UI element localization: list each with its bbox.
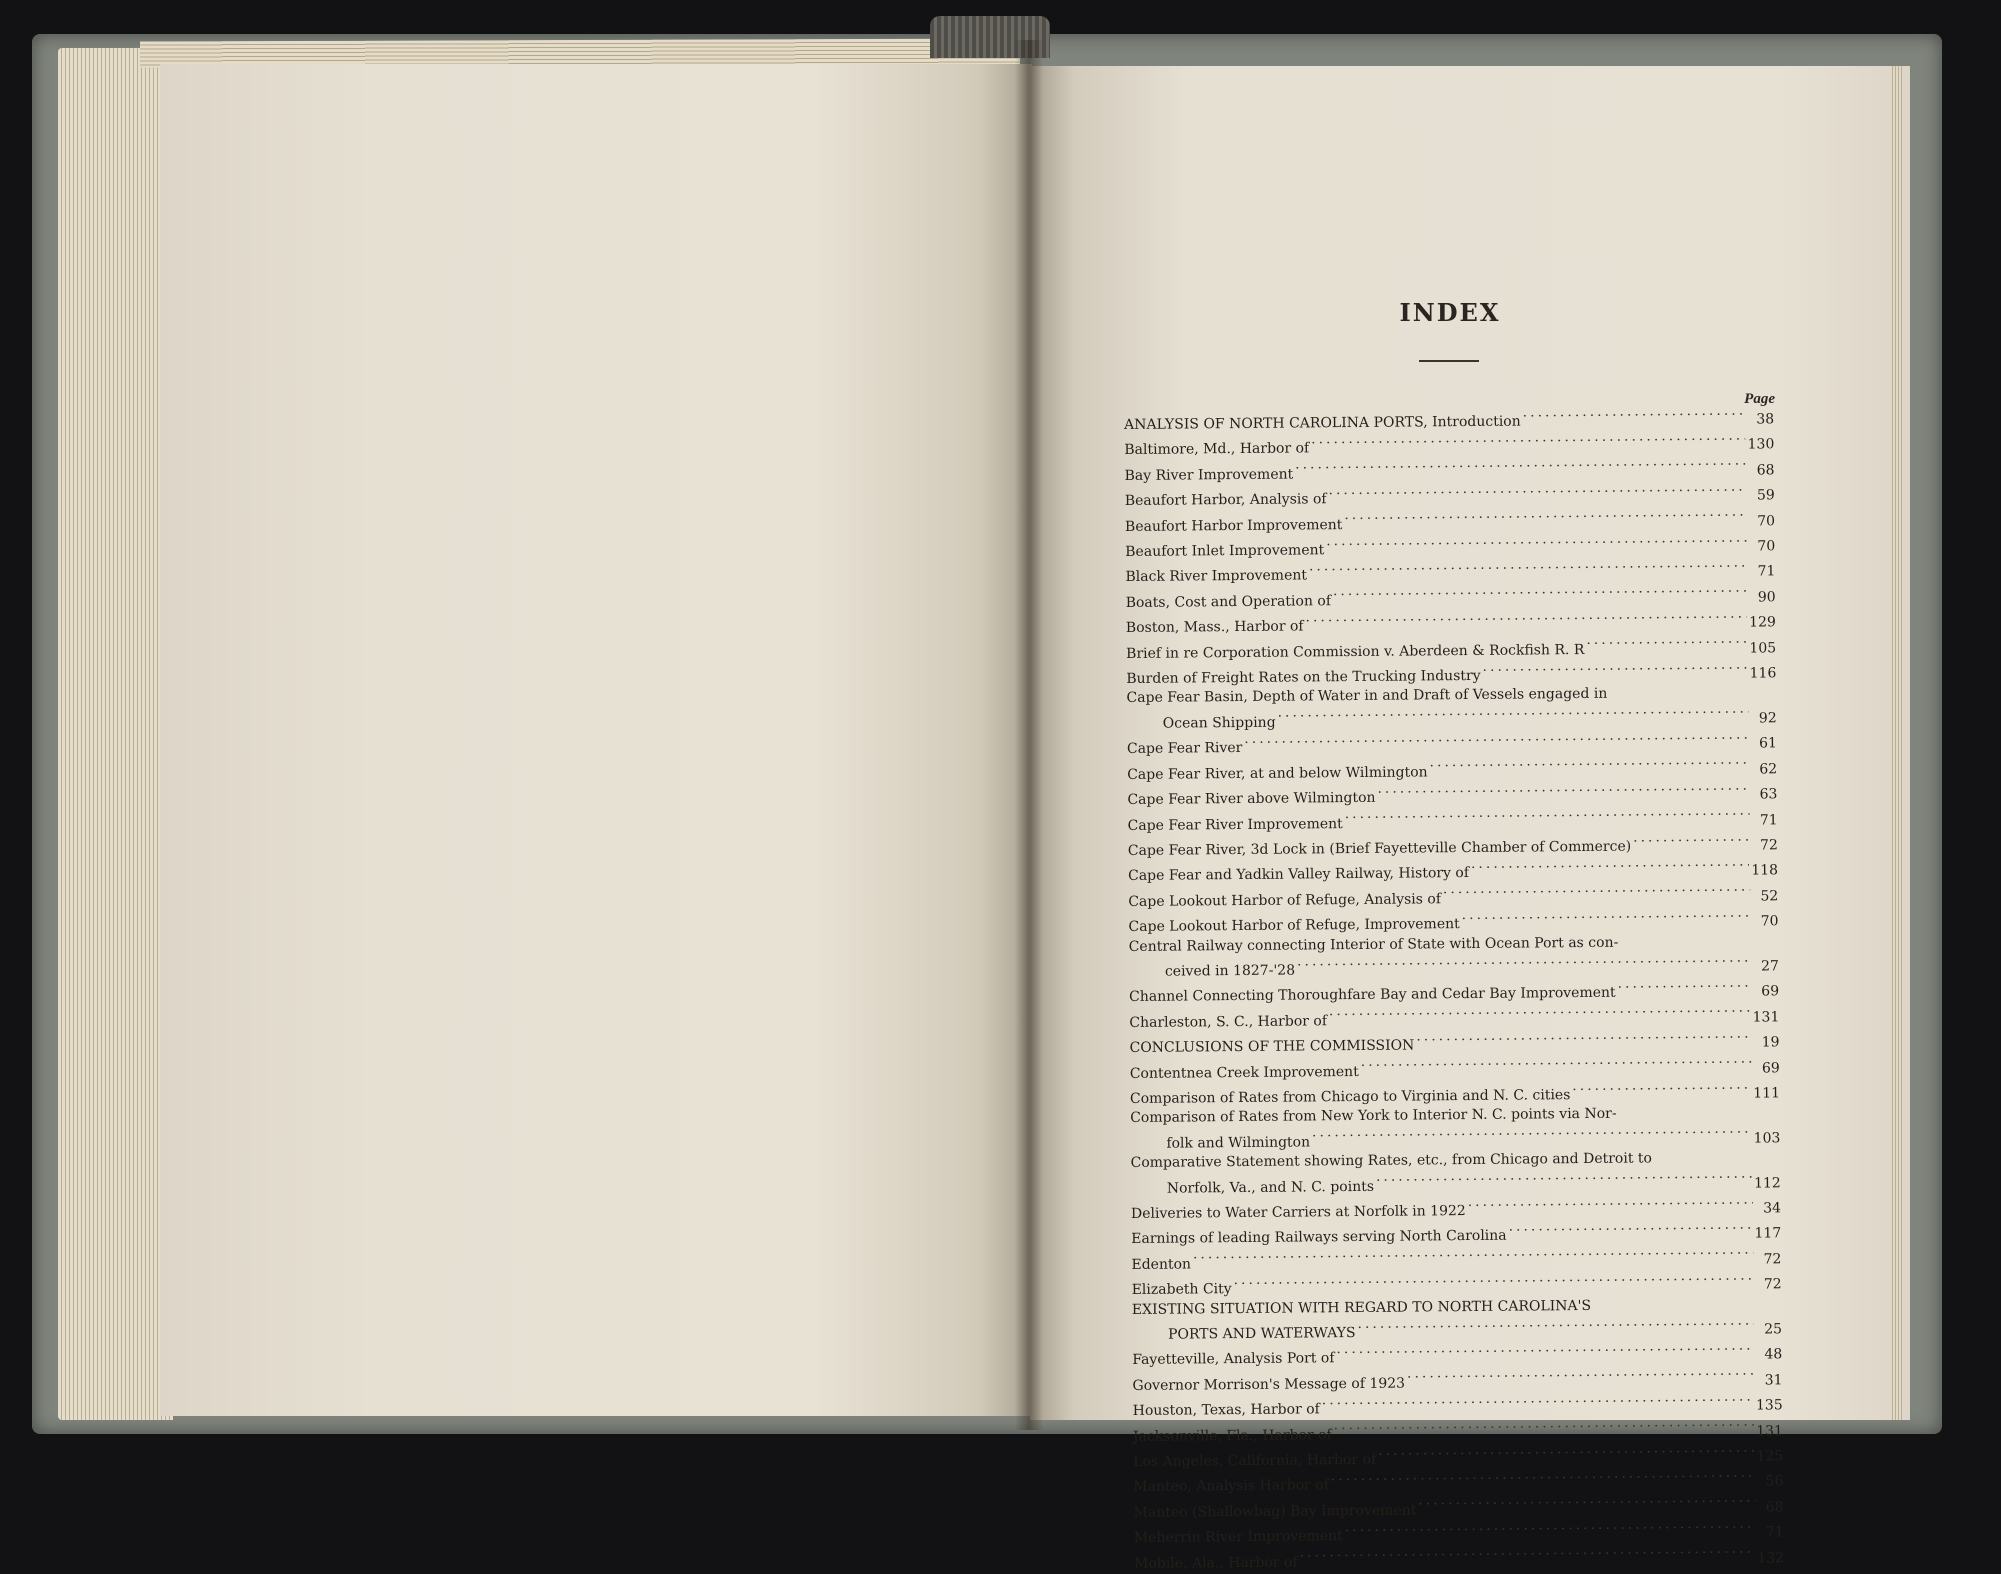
index-entry-page-number: 92 bbox=[1758, 710, 1777, 727]
index-entry-page-number: 59 bbox=[1756, 487, 1775, 504]
index-entry-page-number: 90 bbox=[1757, 589, 1776, 606]
index-entry-label: Boats, Cost and Operation of bbox=[1125, 593, 1332, 611]
index-entry-page-number: 72 bbox=[1763, 1251, 1782, 1268]
index-entry-page-number: 19 bbox=[1761, 1034, 1780, 1051]
dot-leader bbox=[1586, 633, 1747, 653]
index-entry-label: Cape Fear River, 3d Lock in (Brief Fayetteville Chamber of Commerce) bbox=[1127, 838, 1632, 859]
index-entry-page-number: 118 bbox=[1751, 862, 1779, 879]
index-entry-page-number: 31 bbox=[1764, 1372, 1783, 1389]
index-entry-page-number: 71 bbox=[1765, 1524, 1784, 1541]
index-entry-page-number: 72 bbox=[1763, 1276, 1782, 1293]
dot-leader bbox=[1377, 780, 1749, 802]
dot-leader bbox=[1299, 1543, 1755, 1566]
index-entry-page-number: 70 bbox=[1757, 512, 1776, 530]
dot-leader bbox=[1326, 532, 1747, 555]
index-entry-label: Bay River Improvement bbox=[1124, 466, 1294, 484]
page-gutter bbox=[1015, 40, 1043, 1430]
dot-leader bbox=[1309, 557, 1748, 580]
index-entry-label: Jacksonville, Fla., Harbor of bbox=[1132, 1426, 1332, 1445]
index-entry-label: CONCLUSIONS OF THE COMMISSION bbox=[1129, 1037, 1415, 1057]
index-entry-label: Cape Fear River above Wilmington bbox=[1127, 789, 1376, 809]
index-entry-label: Cape Fear and Yadkin Valley Railway, History of bbox=[1127, 865, 1470, 885]
index-entry-label: Baltimore, Md., Harbor of bbox=[1124, 440, 1310, 459]
index-entry-page-number: 103 bbox=[1753, 1130, 1781, 1147]
dot-leader bbox=[1443, 881, 1750, 903]
index-entry-page-number: 68 bbox=[1765, 1499, 1784, 1516]
dot-leader bbox=[1277, 703, 1748, 726]
index-entry-label: Cape Lookout Harbor of Refuge, Improvement bbox=[1128, 916, 1460, 936]
index-entry-label-continued: ceived in 1827-'28 bbox=[1164, 962, 1296, 980]
page-column-label: Page bbox=[1744, 391, 1775, 407]
index-entry-label: Boston, Mass., Harbor of bbox=[1125, 618, 1304, 637]
index-entry-page-number: 56 bbox=[1765, 1473, 1784, 1490]
index-entry-page-number: 69 bbox=[1761, 1059, 1780, 1077]
dot-leader bbox=[1378, 1442, 1754, 1464]
dot-leader bbox=[1361, 1053, 1752, 1075]
index-entry-label: Channel Connecting Thoroughfare Bay and Cedar Bay Improvement bbox=[1129, 985, 1616, 1006]
dot-leader bbox=[1333, 582, 1748, 605]
dot-leader bbox=[1329, 1002, 1751, 1025]
index-entry-page-number: 112 bbox=[1753, 1174, 1781, 1192]
dot-leader bbox=[1508, 1219, 1752, 1240]
index-entry-label: Contentnea Creek Improvement bbox=[1129, 1063, 1359, 1082]
index-entry-page-number: 130 bbox=[1747, 436, 1775, 453]
dot-leader bbox=[1331, 1467, 1756, 1490]
index-entry-label: Cape Fear River bbox=[1126, 740, 1243, 758]
dot-leader bbox=[1471, 856, 1749, 877]
dot-leader bbox=[1295, 455, 1747, 478]
index-entry-label: Beaufort Harbor, Analysis of bbox=[1124, 491, 1327, 510]
index-entry-page-number: 38 bbox=[1756, 411, 1775, 428]
index-entry-label: Cape Lookout Harbor of Refuge, Analysis of bbox=[1128, 890, 1442, 910]
index-entry-page-number: 68 bbox=[1756, 462, 1775, 479]
index-entry-page-number: 129 bbox=[1749, 614, 1776, 631]
dot-leader bbox=[1572, 1079, 1751, 1100]
index-entry-page-number: 34 bbox=[1763, 1200, 1782, 1217]
dot-leader bbox=[1322, 1391, 1754, 1414]
dot-leader bbox=[1429, 754, 1749, 776]
dot-leader bbox=[1357, 1315, 1754, 1337]
index-entry-label: Governor Morrison's Message of 1923 bbox=[1132, 1375, 1406, 1394]
index-entry-label: Cape Fear River, at and below Wilmington bbox=[1127, 764, 1428, 783]
dot-leader bbox=[1418, 1492, 1755, 1514]
dot-leader bbox=[1617, 977, 1751, 997]
index-entry-page-number: 27 bbox=[1760, 958, 1779, 975]
dot-leader bbox=[1482, 659, 1747, 680]
index-entry-label: Central Railway connecting Interior of State with Ocean Port as con- bbox=[1128, 934, 1619, 955]
dot-leader bbox=[1633, 830, 1750, 850]
index-entry-page-number: 70 bbox=[1757, 538, 1776, 555]
index-entry-label: Edenton bbox=[1131, 1256, 1192, 1273]
index-entry-page-number: 70 bbox=[1760, 913, 1779, 930]
index-entry-label: Charleston, S. C., Harbor of bbox=[1129, 1013, 1328, 1031]
dot-leader bbox=[1305, 608, 1747, 631]
index-entry-page-number: 117 bbox=[1754, 1225, 1782, 1242]
dot-leader bbox=[1462, 907, 1751, 929]
index-entry-label: Beaufort Inlet Improvement bbox=[1125, 542, 1325, 561]
dot-leader bbox=[1311, 430, 1746, 453]
index-entry-label: Manteo (Shallowbag) Bay Improvement bbox=[1133, 1502, 1417, 1521]
index-entry-page-number: 48 bbox=[1764, 1346, 1783, 1363]
index-entry bbox=[1126, 684, 1776, 734]
title-rule bbox=[1419, 360, 1479, 362]
dot-leader bbox=[1376, 1168, 1752, 1190]
index-entry-label: Brief in re Corporation Commission v. Aberdeen & Rockfish R. R bbox=[1126, 641, 1585, 662]
index-entry-page-number: 62 bbox=[1759, 761, 1778, 778]
index-entry-label: Fayetteville, Analysis Port of bbox=[1132, 1350, 1335, 1369]
dot-leader bbox=[1344, 506, 1747, 529]
dot-leader bbox=[1407, 1365, 1755, 1387]
dot-leader bbox=[1334, 1416, 1755, 1439]
index-entry-label-continued: PORTS AND WATERWAYS bbox=[1168, 1325, 1356, 1343]
index-entry-label: Houston, Texas, Harbor of bbox=[1132, 1401, 1320, 1420]
index-entry-page-number: 52 bbox=[1760, 888, 1779, 905]
index-entry-label: Beaufort Harbor Improvement bbox=[1124, 516, 1343, 535]
index-entry-label-continued: Ocean Shipping bbox=[1162, 714, 1276, 732]
index-title: INDEX bbox=[1399, 298, 1501, 327]
index-entry-label-continued: folk and Wilmington bbox=[1166, 1134, 1311, 1152]
index-entry-list bbox=[1124, 404, 1784, 1574]
index-entry bbox=[1129, 932, 1779, 982]
dot-leader bbox=[1416, 1028, 1751, 1050]
index-entry-page-number: 61 bbox=[1759, 735, 1778, 752]
index-entry-page-number: 135 bbox=[1755, 1397, 1783, 1414]
index-entry-label: Deliveries to Water Carriers at Norfolk in 1922 bbox=[1130, 1203, 1466, 1222]
index-entry-label: ANALYSIS OF NORTH CAROLINA PORTS, Introduction bbox=[1124, 413, 1521, 433]
index-entry-label: Manteo, Analysis Harbor of bbox=[1133, 1477, 1329, 1496]
dot-leader bbox=[1312, 1123, 1752, 1146]
index-entry-label: Elizabeth City bbox=[1131, 1281, 1232, 1299]
index-entry-label: Meherrin River Improvement bbox=[1133, 1528, 1343, 1547]
page-edges-right bbox=[1890, 66, 1902, 1420]
index-entry bbox=[1130, 1148, 1780, 1198]
index-entry-page-number: 116 bbox=[1749, 665, 1777, 682]
left-page-blank bbox=[160, 64, 1032, 1416]
index-entry-label: Burden of Freight Rates on the Trucking Industry bbox=[1126, 667, 1481, 688]
index-entry-page-number: 131 bbox=[1756, 1422, 1784, 1440]
dot-leader bbox=[1523, 405, 1747, 426]
index-entry-label: Earnings of leading Railways serving North Carolina bbox=[1131, 1228, 1507, 1248]
index-entry-page-number: 69 bbox=[1761, 983, 1780, 1000]
index-entry-page-number: 71 bbox=[1757, 563, 1776, 580]
index-entry-page-number: 72 bbox=[1759, 837, 1778, 854]
dot-leader bbox=[1297, 951, 1751, 974]
dot-leader bbox=[1193, 1244, 1754, 1268]
index-entry-label: Cape Fear River Improvement bbox=[1127, 815, 1343, 834]
dot-leader bbox=[1345, 1518, 1756, 1541]
index-entry-page-number: 63 bbox=[1759, 786, 1778, 803]
index-entry-page-number: 111 bbox=[1753, 1085, 1781, 1102]
dot-leader bbox=[1244, 729, 1749, 752]
index-entry-label-continued: Norfolk, Va., and N. C. points bbox=[1166, 1178, 1375, 1197]
index-entry-label: EXISTING SITUATION WITH REGARD TO NORTH CAROLINA'S bbox=[1131, 1297, 1592, 1318]
dot-leader bbox=[1328, 481, 1746, 504]
dot-leader bbox=[1345, 805, 1750, 828]
index-entry-page-number: 105 bbox=[1749, 639, 1777, 657]
index-entry bbox=[1132, 1295, 1782, 1345]
page-edges-left bbox=[58, 48, 173, 1420]
index-entry-page-number: 125 bbox=[1756, 1448, 1784, 1465]
index-entry-label: Mobile, Ala., Harbor of bbox=[1133, 1554, 1298, 1572]
index-entry-page-number: 25 bbox=[1764, 1321, 1783, 1338]
index-entry bbox=[1130, 1104, 1780, 1154]
index-entry-label: Comparison of Rates from Chicago to Virginia and N. C. cities bbox=[1129, 1087, 1571, 1107]
index-entry-label: Comparison of Rates from New York to Interior N. C. points via Nor- bbox=[1130, 1106, 1617, 1127]
index-entry-label: Black River Improvement bbox=[1125, 567, 1308, 586]
index-entry-page-number: 71 bbox=[1759, 811, 1778, 828]
index-entry-label: Cape Fear Basin, Depth of Water in and Draft of Vessels engaged in bbox=[1126, 686, 1608, 707]
index-entry-label: Los Angeles, California, Harbor of bbox=[1133, 1451, 1377, 1471]
dot-leader bbox=[1234, 1270, 1754, 1294]
index-entry-page-number: 131 bbox=[1752, 1009, 1780, 1026]
dot-leader bbox=[1468, 1194, 1753, 1215]
index-entry-label: Comparative Statement showing Rates, etc., from Chicago and Detroit to bbox=[1130, 1150, 1652, 1172]
dot-leader bbox=[1336, 1340, 1754, 1363]
index-entry-page-number: 132 bbox=[1757, 1549, 1785, 1567]
